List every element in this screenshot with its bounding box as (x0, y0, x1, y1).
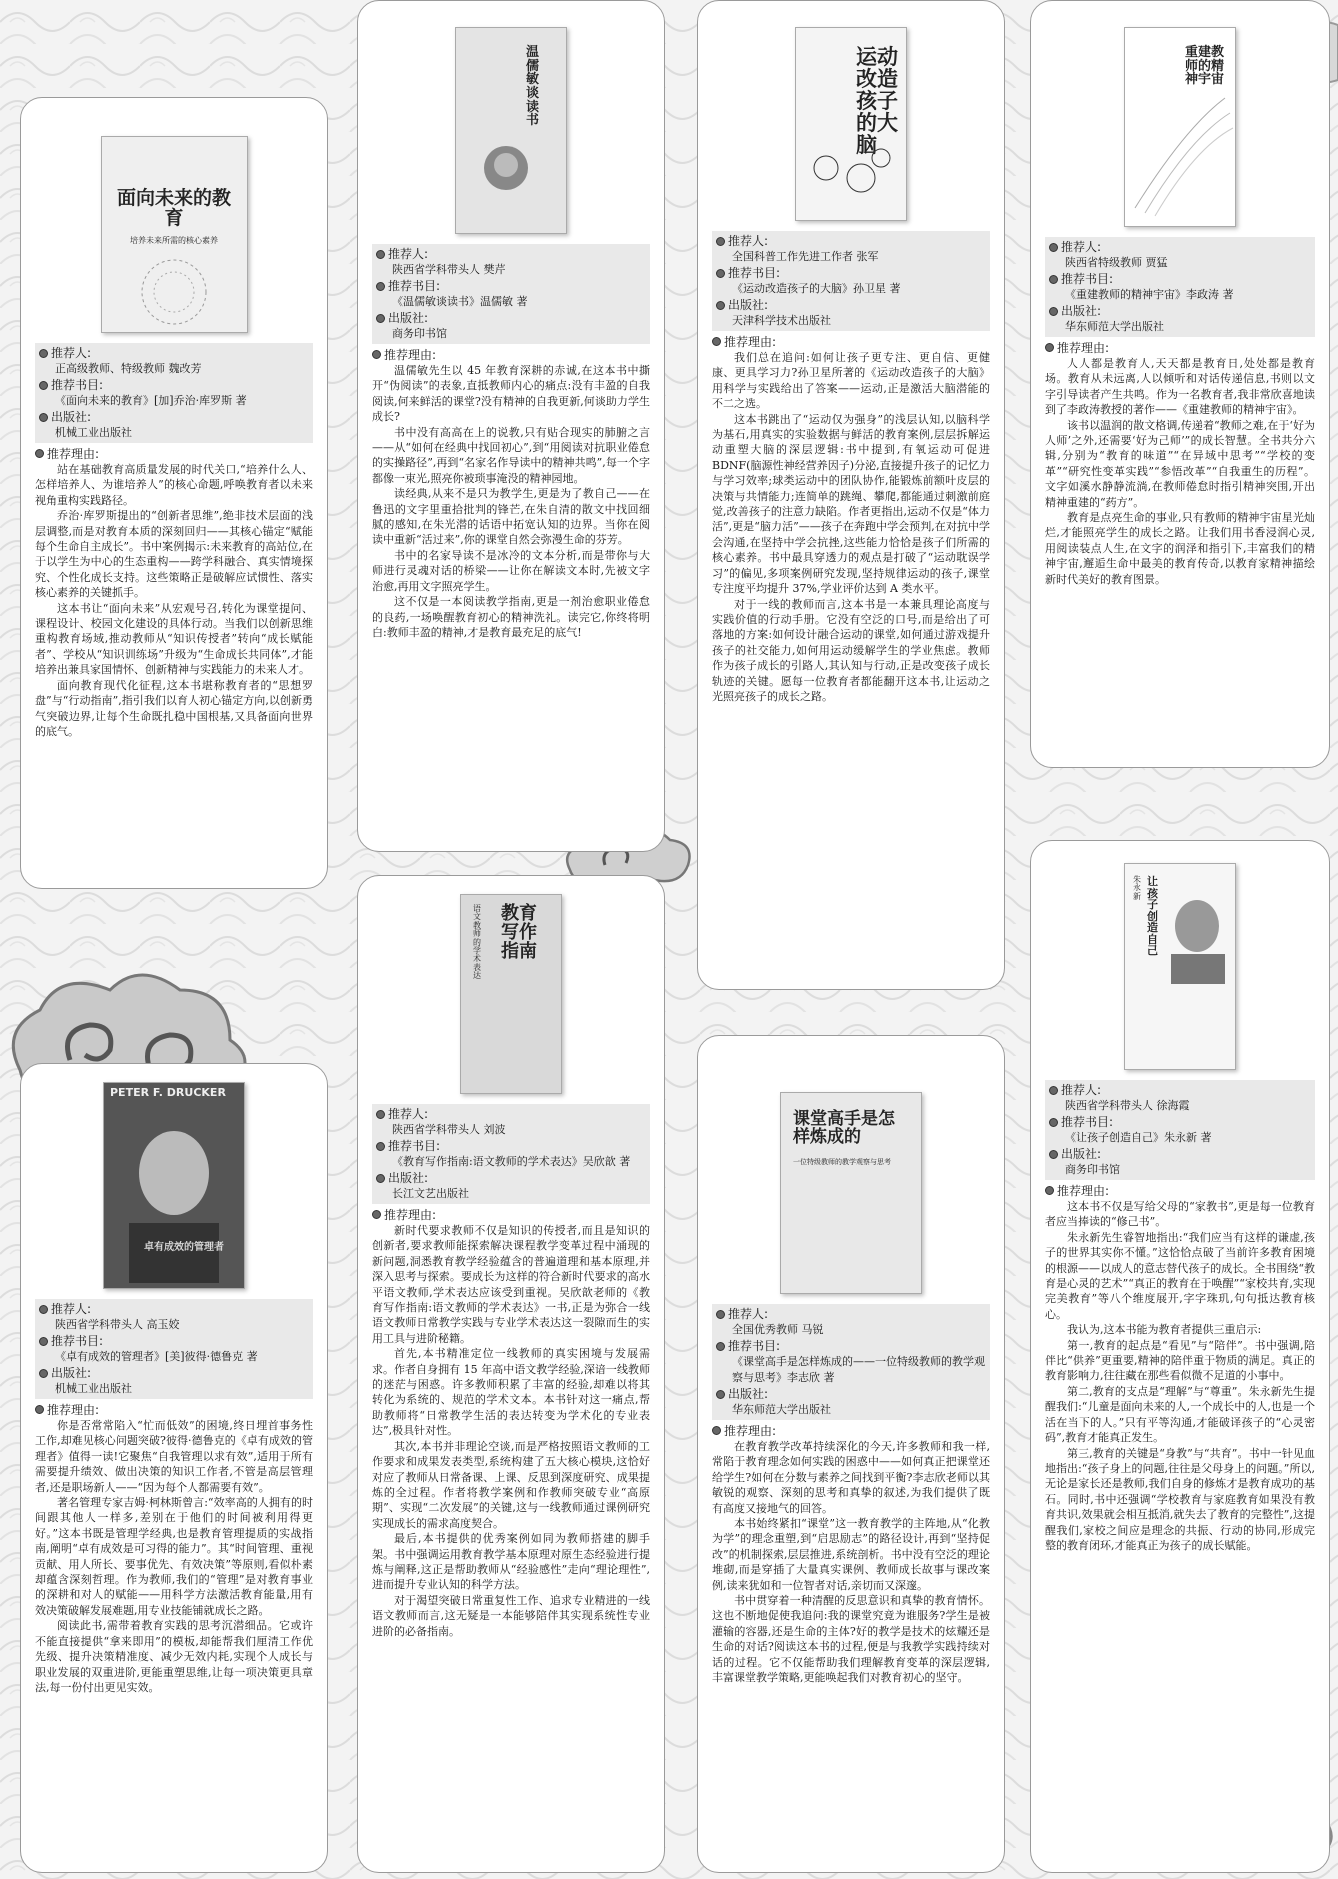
cover-title: 课堂高手是怎样炼成的 (793, 1109, 895, 1147)
reason-text: 人人都是教育人,天天都是教育日,处处都是教育场。教育从未远离,人以倾听和对话传递信息,书则以文字引导读者产生共鸣。作为一名教育者,我非常欣喜地读到了李政涛教授的著作——《重建教师的精神宇宙》。 该书以温润的散文格调,传递着“教师之难,在于‘好为人师’之外,还需要‘好为己师’”的成长智慧。全书共分六辑,分别为“教育的味道”“在异域中思考”“学校的变革”“研究性变革实践”“参悟改革”“自我重生的历程”。文字如溪水静静流淌,在教师倦怠时指引精神突围,开出精神重建的“药方”。 教育是点亮生命的事业,只有教师的精神宇宙星光灿烂,才能照亮学生的成长之路。让我们用书香浸润心灵,用阅读装点人生,在文字的润泽和指引下,丰富我们的精神宇宙,邂逅生命中最美的教育传奇,以教育家精神描绘新时代美好的教育图景。 (1045, 357, 1315, 586)
cover-title: 教育写作指南 (501, 903, 537, 962)
bullet-icon (1049, 1086, 1058, 1095)
reason-text: 我们总在追问:如何让孩子更专注、更自信、更健康、更具学习力?孙卫星所著的《运动改造孩子的大脑》用科学与实践给出了答案——运动,正是激活大脑潜能的不二之选。 这本书跳出了“运动仅为强身”的浅层认知,以脑科学为基石,用真实的实验数据与鲜活的教育案例,层层拆解运动重塑大脑的深层逻辑:书中提到,有氧运动可促进 BDNF(脑源性神经营养因子)分泌,直接提升孩子的记忆力与学习效率;球类运动中的团队协作,能锻炼前额叶皮层的决策与共情能力;连简单的跳绳、攀爬,都能通过刺激前庭觉,改善孩子的注意力缺陷。作者更指出,运动不仅是“体力活”,更是“脑力活”——孩子在奔跑中学会预判,在对抗中学会沟通,在坚持中学会抗挫,这些能力恰恰是孩子们所需的核心素养。书中最具穿透力的观点是打破了“运动耽误学习”的偏见,多项案例研究发现,坚持规律运动的孩子,课堂专注度平均提升 37%,学业评价达到 A 类水平。 对于一线的教师而言,这本书是一本兼具理论高度与实践价值的行动手册。它没有空泛的口号,而是给出了可落地的方案:如何设计融合运动的课堂,如何通过游戏提升孩子的社交能力,如何用运动缓解学生的学业焦虑。教师作为孩子成长的引路人,其认知与行动,正是改变孩子成长轨迹的关键。愿每一位教育者都能翻开这本书,让运动之光照亮孩子的成长之路。 (712, 351, 990, 703)
bullet-icon (1049, 1150, 1058, 1159)
cover-subtitle: 培养未来所需的核心素养 (130, 236, 218, 245)
publisher: 商务印书馆 (392, 327, 447, 340)
bullet-icon (1045, 343, 1054, 352)
book-title: 《让孩子创造自己》朱永新 著 (1065, 1131, 1212, 1144)
bullet-icon (39, 413, 48, 422)
book-title: 《运动改造孩子的大脑》孙卫星 著 (732, 282, 901, 295)
book-cover-image (1124, 27, 1236, 227)
reason-text: 新时代要求教师不仅是知识的传授者,而且是知识的创新者,要求教师能探索解决课程教学变革过程中涌现的新问题,洞悉教育教学经验蕴含的普遍道理和基本原理,并深入思考与探索。要成长为这样的符合新时代要求的高水平语文教师,学术表达应该受到重视。吴欣歆老师的《教育写作指南:语文教师的学术表达》一书,正是为弥合一线语文教师日常教学实践与专业学术表达这一裂隙而生的实用工具与进阶秘籍。 首先,本书精准定位一线教师的真实困境与发展需求。作者自身拥有 15 年高中语文教学经验,深谙一线教师的迷茫与困惑。许多教师积累了丰富的经验,却难以将其转化为系统的、规范的学术文本。本书针对这一痛点,帮助教师将“日常教学生活的表达转变为学术化的专业表达”,极具针对性。 其次,本书并非理论空谈,而是严格按照语文教师的工作要求和成果发表类型,系统构建了五大核心模块,这恰好对应了教师从日常备课、上课、反思到深度研究、成果提炼的全过程。作者将教学案例和作教师突破专业“高原期”、实现“二次发展”的关键,这与一线教师通过课例研究实现成长的需求高度契合。 最后,本书提供的优秀案例如同为教师搭建的脚手架。书中强调运用教育教学基本原理对原生态经验进行提炼与阐释,这正是帮助教师从“经验感性”走向“理论理性”,进而提升专业认知的科学方法。 对于渴望突破日常重复性工作、追求专业精进的一线语文教师而言,这无疑是一本能够陪伴其实现系统性专业进阶的必备指南。 (372, 1224, 650, 1638)
book-card-6 (357, 875, 665, 1873)
reason-text: 你是否常常陷入“忙而低效”的困境,终日埋首事务性工作,却难见核心问题突破?彼得·德鲁克的《卓有成效的管理者》值得一读!它聚焦“自我管理以求有效”,适用于所有需要提升绩效、做出决策的知识工作者,不管是高层管理者,还是职场新人——“因为每个人都需要有效”。 著名管理专家吉姆·柯林斯曾言:“效率高的人拥有的时间跟其他人一样多,差别在于他们的时间被利用得更好。”这本书既是管理学经典,也是教育管理提质的实战指南,阐明“卓有成效是可习得的能力”。其“时间管理、重视贡献、用人所长、要事优先、有效决策”等原则,看似朴素却蕴含深刻哲理。作为教师,我们的“管理”是对教育事业的深耕和对人的赋能——用科学方法激活教育能量,用有效决策破解发展难题,用专业技能铺就成长之路。 阅读此书,需带着教育实践的思考沉潜细品。它或许不能直接提供“拿来即用”的模板,却能帮我们厘清工作优先级、提升决策精准度、减少无效内耗,实现个人成长与职业发展的双重进阶,更能重塑思维,让每一项决策更具章法,每一份付出更见实效。 (35, 1419, 313, 1694)
bullet-icon (716, 1390, 725, 1399)
bullet-icon (716, 237, 725, 246)
reason-text: 这本书不仅是写给父母的“家教书”,更是每一位教育者应当捧读的“修己书”。 朱永新先生睿智地指出:“我们应当有这样的谦虚,孩子的世界其实你不懂。”这恰恰点破了当前许多教育困境的根源——以成人的意志替代孩子的成长。全书围绕“教育是心灵的艺术”“真正的教育在于唤醒”“家校共育,实现完美教育”等八个维度展开,字字珠玑,句句抵达教育核心。 我认为,这本书能为教育者提供三重启示: 第一,教育的起点是“看见”与“陪伴”。书中强调,陪伴比“供养”更重要,精神的陪伴重于物质的满足。真正的教育影响力,往往藏在那些看似微不足道的小事中。 第二,教育的支点是“理解”与“尊重”。朱永新先生提醒我们:“儿童是面向未来的人,一个成长中的人,也是一个活在当下的人。”只有平等沟通,才能破译孩子的“心灵密码”,教育才能真正发生。 第三,教育的关键是“身教”与“共育”。书中一针见血地指出:“孩子身上的问题,往往是父母身上的问题。”所以,无论是家长还是教师,我们自身的修炼才是教育成功的基石。同时,书中还强调“学校教育与家庭教育如果没有教育共识,效果就会相互抵消,就失去了教育的完整性”,这提醒我们,家校之间应是理念的共振、行动的协同,形成完整的教育闭环,才能真正为孩子的成长赋能。 (1045, 1200, 1315, 1552)
recommender: 全国科普工作先进工作者 张军 (732, 250, 879, 263)
book-card-3 (697, 0, 1005, 990)
reason-text: 在教育教学改革持续深化的今天,许多教师和我一样,常陷于教育理念如何实践的困惑中——如何真正把课堂还给学生?如何在分数与素养之间找到平衡?李志欣老师以其敏锐的观察、深刻的思考和真挚的叙述,为我们提供了既有高度又接地气的回答。 本书始终紧扣“课堂”这一教育教学的主阵地,从“化教为学”的理念重塑,到“启思励志”的路径设计,再到“坚持促改”的机制探索,层层推进,系统剖析。书中没有空泛的理论堆砌,而是穿插了大量真实课例、教师成长故事与课改案例,读来犹如和一位智者对话,亲切而又深邃。 书中贯穿着一种清醒的反思意识和真挚的教育情怀。这也不断地促使我追问:我的课堂究竟为谁服务?学生是被灌输的容器,还是生命的主体?好的教学是技术的炫耀还是生命的对话?阅读这本书的过程,便是与我教学实践持续对话的过程。它不仅能帮助我们理解教育变革的深层逻辑,丰富课堂教学策略,更能唤起我们对教育初心的坚守。 (712, 1440, 990, 1685)
book-cover-image (103, 1082, 245, 1289)
bullet-icon (35, 1405, 44, 1414)
bullet-icon (376, 282, 385, 291)
bullet-icon (35, 449, 44, 458)
cover-subtitle: 一位特级教师的教学观察与思考 (793, 1158, 891, 1166)
bullet-icon (376, 1142, 385, 1151)
book-cover-image (455, 27, 567, 234)
bullet-icon (39, 1305, 48, 1314)
book-card-2 (357, 0, 665, 852)
cover-title: 重建教师的精神宇宙 (1185, 45, 1225, 88)
bullet-icon (372, 1210, 381, 1219)
publisher: 华东师范大学出版社 (732, 1403, 831, 1416)
recommender: 全国优秀教师 马锐 (732, 1323, 824, 1336)
book-cover-image (780, 1092, 922, 1294)
bullet-icon (1045, 1186, 1054, 1195)
recommender: 陕西省学科带头人 徐海霞 (1065, 1099, 1190, 1112)
bullet-icon (376, 1110, 385, 1119)
book-cover-image (1124, 863, 1236, 1070)
bullet-icon (1049, 243, 1058, 252)
book-card-8 (1030, 840, 1330, 1873)
book-meta: 推荐人: 陕西省特级教师 贾猛 推荐书目: 《重建教师的精神宇宙》李政涛 著 出版社: 华东师范大学出版社 (1045, 237, 1315, 337)
cover-subtitle: PETER F. DRUCKER (110, 1086, 226, 1099)
publisher: 长江文艺出版社 (392, 1187, 469, 1200)
bullet-icon (716, 301, 725, 310)
book-card-5 (20, 1063, 328, 1873)
bullet-icon (372, 350, 381, 359)
cover-title: 让孩子创造自己 (1147, 875, 1158, 958)
book-meta: 推荐人: 正高级教师、特级教师 魏改芳 推荐书目: 《面向未来的教育》[加]乔治·库罗斯 著 出版社: 机械工业出版社 (35, 343, 313, 443)
reason-label: 推荐理由: (1045, 1182, 1315, 1199)
publisher: 机械工业出版社 (55, 1382, 132, 1395)
book-title: 《卓有成效的管理者》[美]彼得·德鲁克 著 (55, 1350, 258, 1363)
bullet-icon (712, 1426, 721, 1435)
reason-text: 温儒敏先生以 45 年教育深耕的赤诚,在这本书中撕开“伪阅读”的表象,直抵教师内心的痛点:没有丰盈的自我阅读,何来鲜活的课堂?没有精神的自我更新,何谈助力学生成长? 书中没有高高在上的说教,只有贴合现实的肺腑之言——从“如何在经典中找回初心”,到“用阅读对抗职业倦怠的实操路径”,再到“名家名作导读中的精神共鸣”,每一个字都像一束光,照亮你被琐事淹没的精神园地。 读经典,从来不是只为教学生,更是为了教自己——在鲁迅的文字里重拾批判的锋芒,在朱自清的散文中找回细腻的感知,在朱光潜的话语中拓宽认知的边界。当你在阅读中重新“活过来”,你的课堂自然会弥漫生命的芬芳。 书中的名家导读不是冰冷的文本分析,而是带你与大师进行灵魂对话的桥梁——让你在解读文本时,先被文字治愈,再用文字照亮学生。 这不仅是一本阅读教学指南,更是一剂治愈职业倦怠的良药,一场唤醒教育初心的精神洗礼。读完它,你终将明白:教师丰盈的精神,才是教育最充足的底气! (372, 364, 650, 639)
recommender: 陕西省学科带头人 刘波 (392, 1123, 506, 1136)
reason-label: 推荐理由: (712, 333, 990, 350)
recommender: 陕西省学科带头人 樊芹 (392, 263, 506, 276)
bullet-icon (712, 337, 721, 346)
cover-subtitle: 语文教师的学术表达 (473, 904, 481, 981)
book-meta: 推荐人: 陕西省学科带头人 高玉姣 推荐书目: 《卓有成效的管理者》[美]彼得·德鲁克 著 出版社: 机械工业出版社 (35, 1299, 313, 1399)
bullet-icon (39, 381, 48, 390)
bullet-icon (1049, 275, 1058, 284)
cover-title: 面向未来的教育 (116, 187, 231, 229)
reason-label: 推荐理由: (712, 1422, 990, 1439)
book-meta: 推荐人: 陕西省学科带头人 樊芹 推荐书目: 《温儒敏谈读书》温儒敏 著 出版社: 商务印书馆 (372, 244, 650, 344)
reason-label: 推荐理由: (372, 346, 650, 363)
cover-title: 卓有成效的管理者 (144, 1242, 224, 1253)
reason-label: 推荐理由: (35, 1401, 313, 1418)
bullet-icon (376, 250, 385, 259)
book-cover-image (460, 894, 562, 1094)
publisher: 商务印书馆 (1065, 1163, 1120, 1176)
bullet-icon (716, 1310, 725, 1319)
cover-title: 运动改造孩子的大脑 (856, 45, 898, 158)
book-meta: 推荐人: 陕西省学科带头人 徐海霞 推荐书目: 《让孩子创造自己》朱永新 著 出版社: 商务印书馆 (1045, 1080, 1315, 1180)
bullet-icon (39, 1337, 48, 1346)
publisher: 华东师范大学出版社 (1065, 320, 1164, 333)
recommender: 正高级教师、特级教师 魏改芳 (55, 362, 202, 375)
recommender: 陕西省学科带头人 高玉姣 (55, 1318, 180, 1331)
book-cover-image (795, 27, 907, 221)
book-title: 《教育写作指南:语文教师的学术表达》吴欣歆 著 (392, 1155, 631, 1168)
cover-subtitle: 朱永新 (1133, 875, 1141, 901)
book-meta: 推荐人: 全国优秀教师 马锐 推荐书目: 《课堂高手是怎样炼成的——一位特级教师的教学观察与思考》李志欣 著 出版社: 华东师范大学出版社 (712, 1304, 990, 1420)
bullet-icon (376, 1174, 385, 1183)
reason-label: 推荐理由: (372, 1206, 650, 1223)
bullet-icon (716, 1342, 725, 1351)
bullet-icon (1049, 307, 1058, 316)
publisher: 天津科学技术出版社 (732, 314, 831, 327)
book-title: 《面向未来的教育》[加]乔治·库罗斯 著 (55, 394, 247, 407)
recommender: 陕西省特级教师 贾猛 (1065, 256, 1168, 269)
reason-text: 站在基础教育高质量发展的时代关口,“培养什么人、怎样培养人、为谁培养人”的核心命题,呼唤教育者以未来视角重构实践路径。 乔治·库罗斯提出的“创新者思维”,绝非技术层面的浅层调整,而是对教育本质的深刻回归——其核心锚定“赋能每个生命自主成长”。书中案例揭示:未来教育的高站位,在于以学生为中心的生态重构——跨学科融合、真实情境探究、个性化成长支持。这些策略正是破解应试惯性、落实核心素养的关键抓手。 这本书让“面向未来”从宏观号召,转化为课堂提问、课程设计、校园文化建设的具体行动。当我们以创新思维重构教育场域,推动教师从“知识传授者”转向“成长赋能者”、学校从“知识训练场”升级为“生命成长共同体”,才能培养出兼具家国情怀、创新精神与实践能力的未来人才。 面向教育现代化征程,这本书堪称教育者的“思想罗盘”与“行动指南”,指引我们以育人初心锚定方向,以创新勇气突破边界,让每个生命既扎稳中国根基,又具备面向世界的底气。 (35, 463, 313, 738)
cover-title: 温儒敏谈读书 (526, 45, 540, 129)
book-meta: 推荐人: 全国科普工作先进工作者 张军 推荐书目: 《运动改造孩子的大脑》孙卫星 著 出版社: 天津科学技术出版社 (712, 231, 990, 331)
reason-label: 推荐理由: (1045, 339, 1315, 356)
bullet-icon (1049, 1118, 1058, 1127)
publisher: 机械工业出版社 (55, 426, 132, 439)
bullet-icon (39, 349, 48, 358)
book-title: 《重建教师的精神宇宙》李政涛 著 (1065, 288, 1234, 301)
reason-label: 推荐理由: (35, 445, 313, 462)
book-title: 《温儒敏谈读书》温儒敏 著 (392, 295, 528, 308)
book-meta: 推荐人: 陕西省学科带头人 刘波 推荐书目: 《教育写作指南:语文教师的学术表达》吴欣歆 著 出版社: 长江文艺出版社 (372, 1104, 650, 1204)
book-card-1 (20, 97, 328, 889)
book-card-7 (697, 1035, 1005, 1873)
book-cover-image (101, 136, 248, 333)
bullet-icon (716, 269, 725, 278)
bullet-icon (376, 314, 385, 323)
bullet-icon (39, 1369, 48, 1378)
book-title: 《课堂高手是怎样炼成的——一位特级教师的教学观察与思考》李志欣 著 (732, 1355, 985, 1384)
book-card-4 (1030, 0, 1330, 768)
